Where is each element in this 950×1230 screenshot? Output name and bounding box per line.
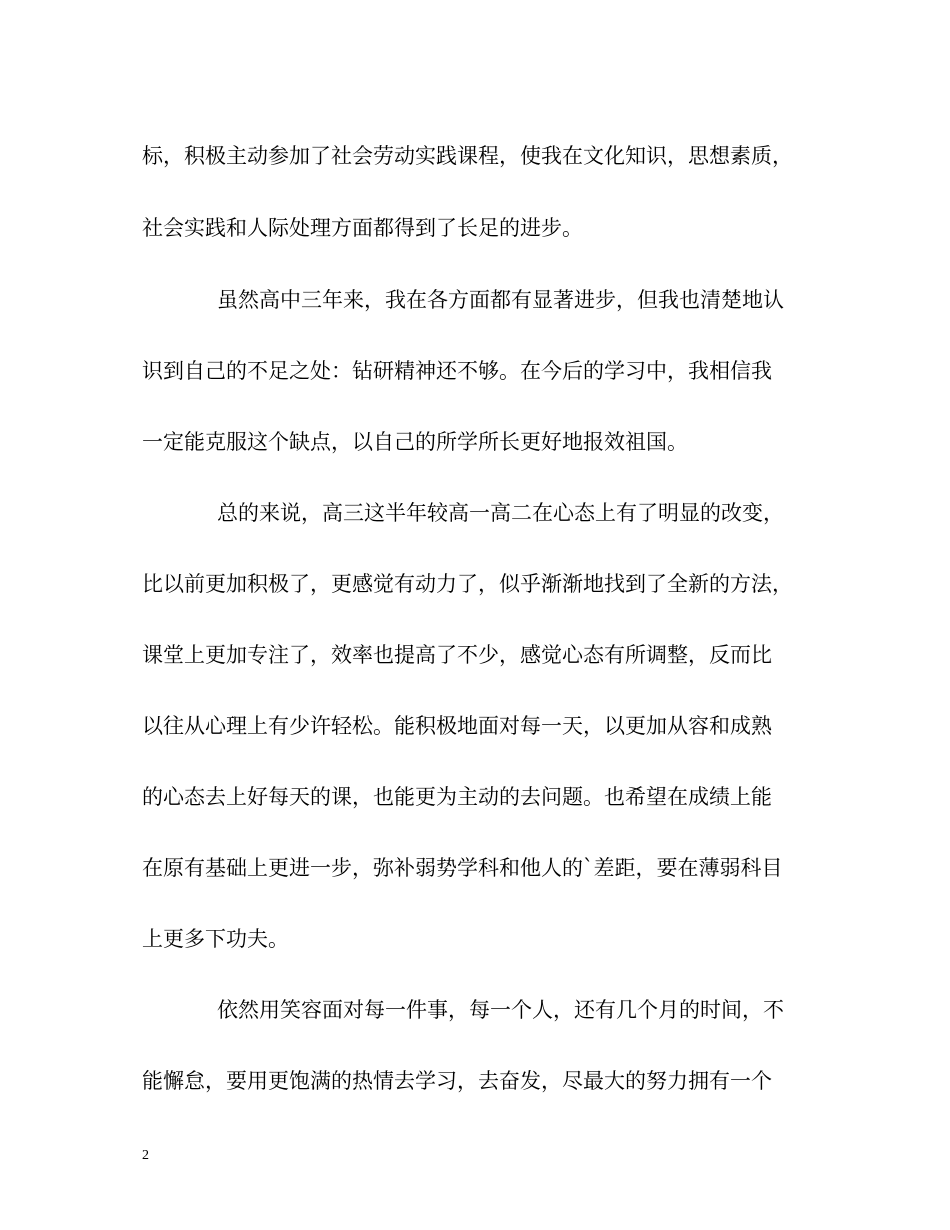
paragraph-first-line: 虽然高中三年来，我在各方面都有显著进步，但我也清楚地认 (217, 288, 784, 312)
text-line: 以往从心理上有少许轻松。能积极地面对每一天，以更加从容和成熟 (142, 714, 772, 738)
text-line: 识到自己的不足之处：钻研精神还不够。在今后的学习中，我相信我 (142, 359, 772, 383)
paragraph-first-line: 总的来说，高三这半年较高一高二在心态上有了明显的改变， (217, 501, 784, 525)
text-line: 标，积极主动参加了社会劳动实践课程，使我在文化知识，思想素质， (142, 144, 793, 168)
text-line: 社会实践和人际处理方面都得到了长足的进步。 (142, 216, 583, 240)
text-line: 一定能克服这个缺点，以自己的所学所长更好地报效祖国。 (142, 430, 688, 454)
text-line: 比以前更加积极了，更感觉有动力了，似乎渐渐地找到了全新的方法， (142, 572, 793, 596)
text-line: 在原有基础上更进一步，弥补弱势学科和他人的`差距，要在薄弱科目 (142, 856, 783, 880)
text-line: 课堂上更加专注了，效率也提高了不少，感觉心态有所调整，反而比 (142, 643, 772, 667)
page-number: 2 (142, 1148, 149, 1163)
text-line: 的心态去上好每天的课，也能更为主动的去问题。也希望在成绩上能 (142, 785, 772, 809)
paragraph-first-line: 依然用笑容面对每一件事，每一个人，还有几个月的时间，不 (217, 998, 784, 1022)
text-line: 能懈怠，要用更饱满的热情去学习，去奋发，尽最大的努力拥有一个 (142, 1069, 772, 1093)
text-line: 上更多下功夫。 (142, 927, 289, 951)
